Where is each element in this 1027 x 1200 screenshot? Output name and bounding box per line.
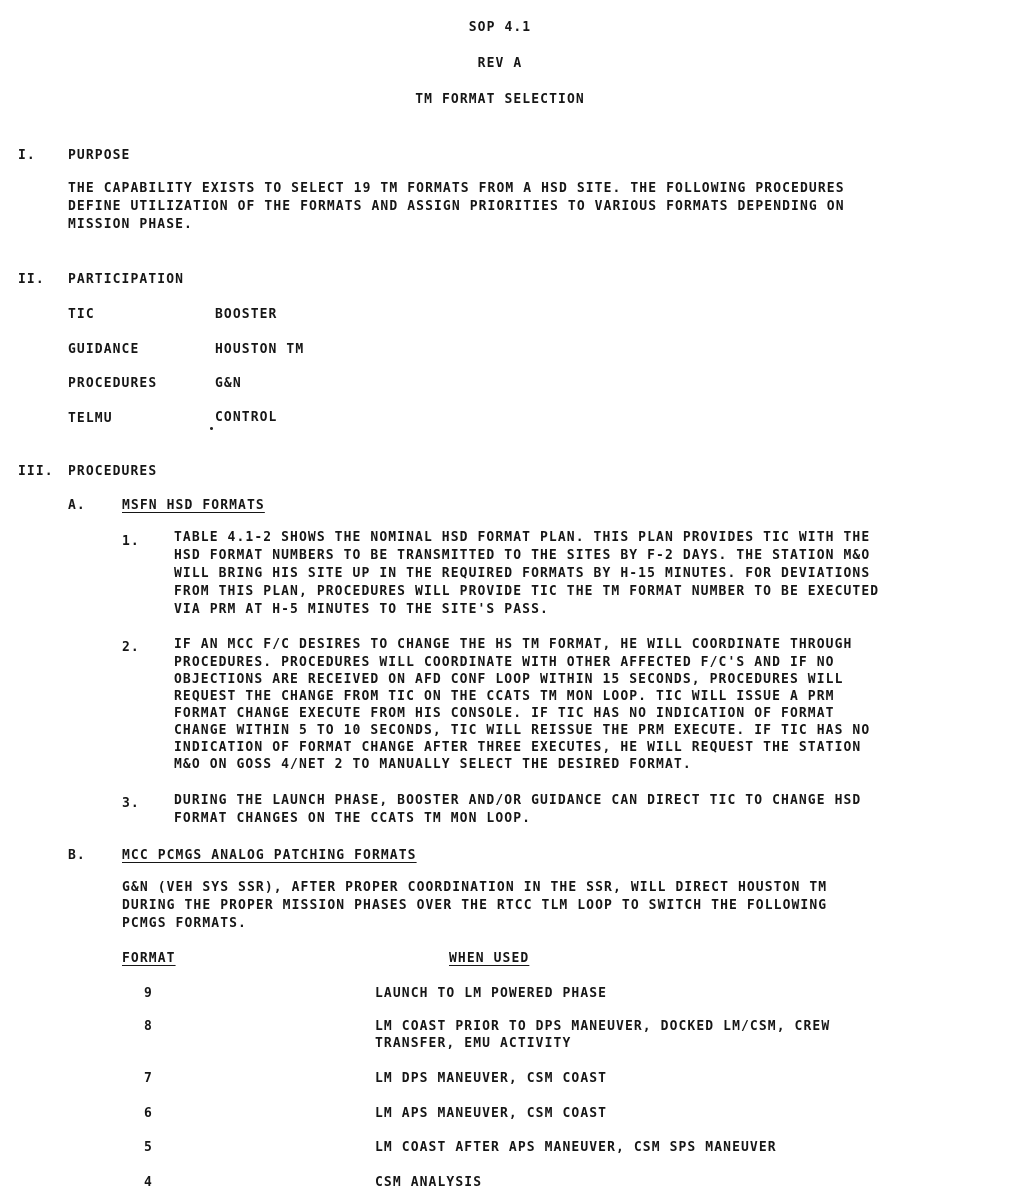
table-cell-format: 6 xyxy=(144,1106,153,1121)
subsection-heading-msfn: MSFN HSD FORMATS xyxy=(122,498,265,513)
item-line: OBJECTIONS ARE RECEIVED ON AFD CONF LOOP WITHIN 15 SECONDS, PROCEDURES WILL xyxy=(174,672,844,687)
item-line: PROCEDURES. PROCEDURES WILL COORDINATE WITH OTHER AFFECTED F/C'S AND IF NO xyxy=(174,655,835,670)
table-cell-format: 4 xyxy=(144,1175,153,1190)
table-header-when-used: WHEN USED xyxy=(449,951,530,966)
participant-right: CONTROL xyxy=(215,410,278,425)
section-numeral: I. xyxy=(18,148,36,163)
revision: REV A xyxy=(477,56,523,71)
item-number: 3. xyxy=(122,796,140,811)
table-cell-when: LM COAST AFTER APS MANEUVER, CSM SPS MANEUVER xyxy=(375,1140,777,1155)
item-line: FROM THIS PLAN, PROCEDURES WILL PROVIDE TIC THE TM FORMAT NUMBER TO BE EXECUTED xyxy=(174,584,880,599)
table-cell-when: TRANSFER, EMU ACTIVITY xyxy=(375,1036,572,1051)
item-line: M&O ON GOSS 4/NET 2 TO MANUALLY SELECT THE DESIRED FORMAT. xyxy=(174,757,692,772)
item-line: CHANGE WITHIN 5 TO 10 SECONDS, TIC WILL REISSUE THE PRM EXECUTE. IF TIC HAS NO xyxy=(174,723,871,738)
subsection-letter: A. xyxy=(68,498,86,513)
section-heading-purpose: PURPOSE xyxy=(68,148,131,163)
subsection-heading-pcmgs: MCC PCMGS ANALOG PATCHING FORMATS xyxy=(122,848,417,863)
item-number: 2. xyxy=(122,640,140,655)
table-cell-when: LAUNCH TO LM POWERED PHASE xyxy=(375,986,608,1001)
stray-mark xyxy=(210,427,213,430)
pcmgs-line: G&N (VEH SYS SSR), AFTER PROPER COORDINATION IN THE SSR, WILL DIRECT HOUSTON TM xyxy=(122,880,828,895)
item-line: HSD FORMAT NUMBERS TO BE TRANSMITTED TO THE SITES BY F-2 DAYS. THE STATION M&O xyxy=(174,548,871,563)
participant-left: PROCEDURES xyxy=(68,376,158,391)
participant-left: TELMU xyxy=(68,411,113,426)
item-line: INDICATION OF FORMAT CHANGE AFTER THREE EXECUTES, HE WILL REQUEST THE STATION xyxy=(174,740,862,755)
purpose-line: DEFINE UTILIZATION OF THE FORMATS AND ASSIGN PRIORITIES TO VARIOUS FORMATS DEPENDING ON xyxy=(68,199,845,214)
participant-left: TIC xyxy=(68,307,95,322)
subsection-letter: B. xyxy=(68,848,86,863)
table-header-format: FORMAT xyxy=(122,951,176,966)
doc-number: SOP 4.1 xyxy=(468,20,532,35)
table-cell-when: CSM ANALYSIS xyxy=(375,1175,483,1190)
pcmgs-line: DURING THE PROPER MISSION PHASES OVER THE RTCC TLM LOOP TO SWITCH THE FOLLOWING xyxy=(122,898,828,913)
table-cell-format: 7 xyxy=(144,1071,153,1086)
participant-right: BOOSTER xyxy=(215,307,278,322)
item-line: DURING THE LAUNCH PHASE, BOOSTER AND/OR GUIDANCE CAN DIRECT TIC TO CHANGE HSD xyxy=(174,793,862,808)
item-line: IF AN MCC F/C DESIRES TO CHANGE THE HS TM FORMAT, HE WILL COORDINATE THROUGH xyxy=(174,637,853,652)
item-line: VIA PRM AT H-5 MINUTES TO THE SITE'S PASS. xyxy=(174,602,549,617)
item-line: WILL BRING HIS SITE UP IN THE REQUIRED FORMATS BY H-15 MINUTES. FOR DEVIATIONS xyxy=(174,566,871,581)
section-numeral: III. xyxy=(18,464,54,479)
item-line: FORMAT CHANGES ON THE CCATS TM MON LOOP. xyxy=(174,811,532,826)
participant-right: HOUSTON TM xyxy=(215,342,305,357)
page-title: TM FORMAT SELECTION xyxy=(415,92,585,107)
participant-right: G&N xyxy=(215,376,242,391)
table-cell-when: LM COAST PRIOR TO DPS MANEUVER, DOCKED LM/CSM, CREW xyxy=(375,1019,831,1034)
table-cell-format: 5 xyxy=(144,1140,153,1155)
section-numeral: II. xyxy=(18,272,45,287)
purpose-line: MISSION PHASE. xyxy=(68,217,193,232)
item-line: TABLE 4.1-2 SHOWS THE NOMINAL HSD FORMAT PLAN. THIS PLAN PROVIDES TIC WITH THE xyxy=(174,530,871,545)
section-heading-participation: PARTICIPATION xyxy=(68,272,185,287)
item-line: REQUEST THE CHANGE FROM TIC ON THE CCATS TM MON LOOP. TIC WILL ISSUE A PRM xyxy=(174,689,835,704)
table-cell-when: LM DPS MANEUVER, CSM COAST xyxy=(375,1071,608,1086)
table-cell-format: 8 xyxy=(144,1019,153,1034)
item-number: 1. xyxy=(122,534,140,549)
pcmgs-line: PCMGS FORMATS. xyxy=(122,916,247,931)
section-heading-procedures: PROCEDURES xyxy=(68,464,158,479)
participant-left: GUIDANCE xyxy=(68,342,140,357)
table-cell-when: LM APS MANEUVER, CSM COAST xyxy=(375,1106,608,1121)
purpose-line: THE CAPABILITY EXISTS TO SELECT 19 TM FORMATS FROM A HSD SITE. THE FOLLOWING PROCEDURES xyxy=(68,181,845,196)
item-line: FORMAT CHANGE EXECUTE FROM HIS CONSOLE. IF TIC HAS NO INDICATION OF FORMAT xyxy=(174,706,835,721)
table-cell-format: 9 xyxy=(144,986,153,1001)
